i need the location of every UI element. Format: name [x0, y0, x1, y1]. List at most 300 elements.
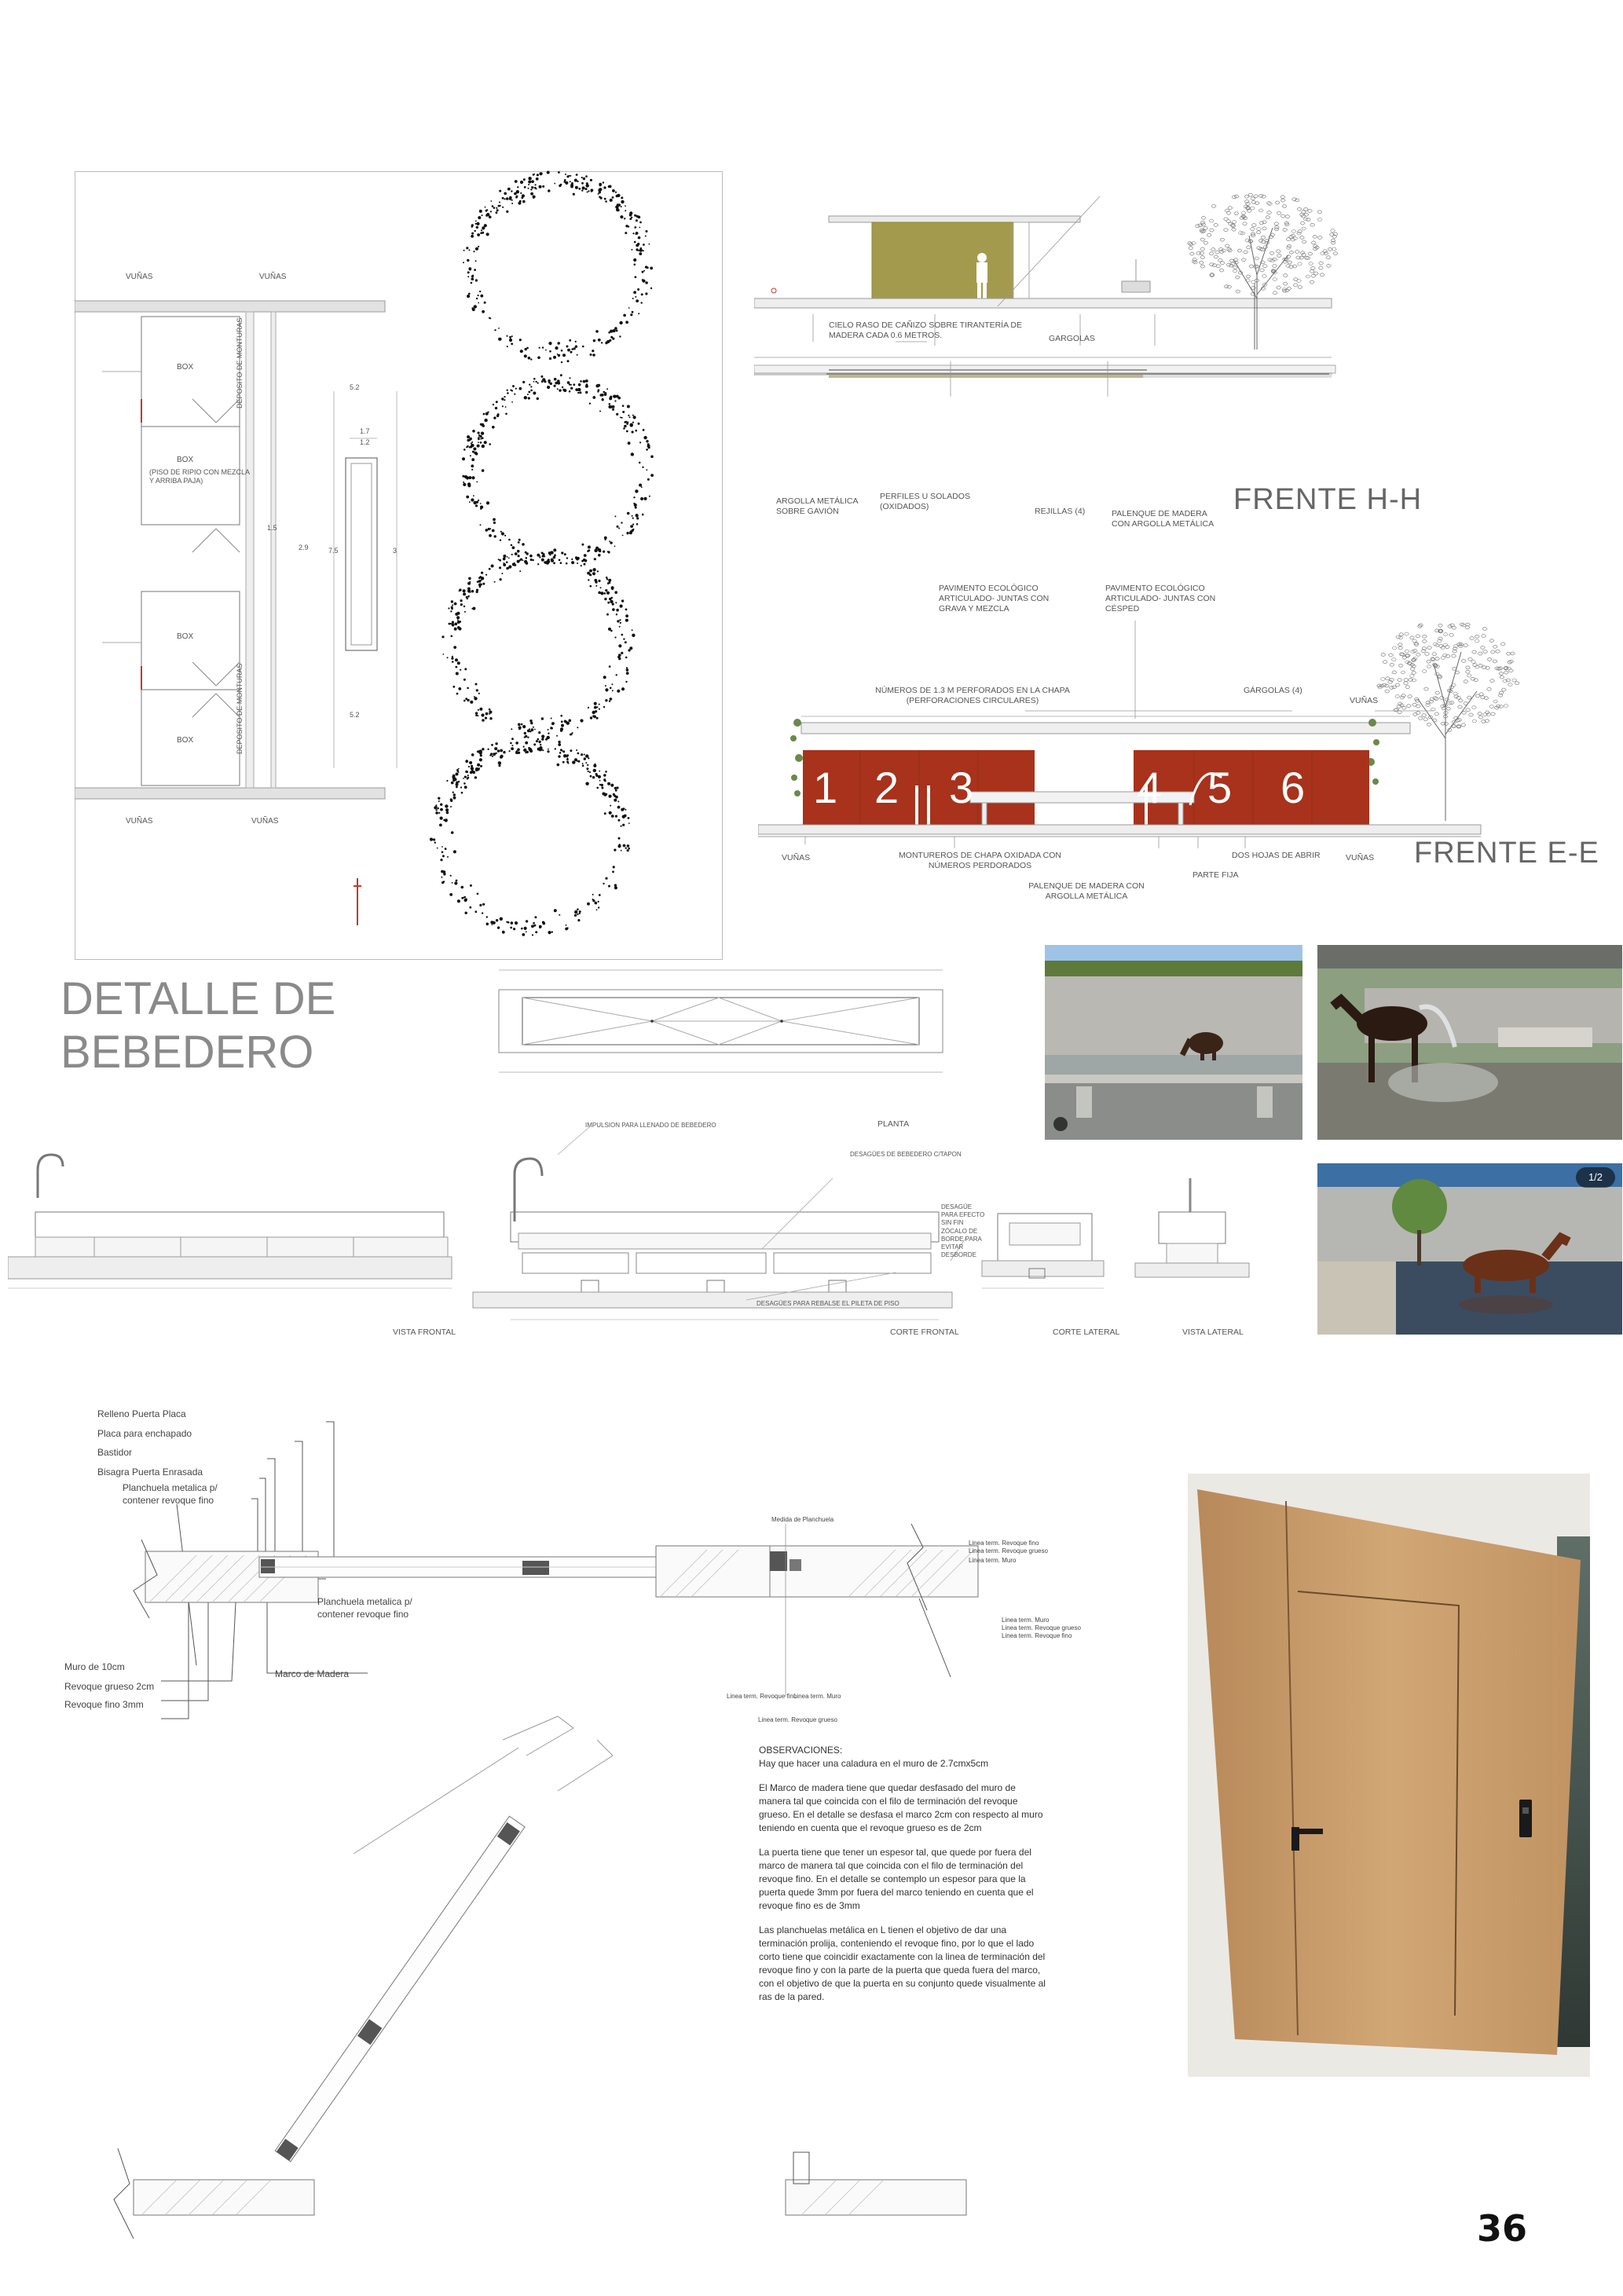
canopy-dot — [547, 386, 550, 389]
leaf-mark — [1293, 278, 1298, 281]
canopy-dot — [522, 381, 525, 383]
canopy-dot — [609, 701, 610, 702]
canopy-dot — [605, 200, 607, 203]
canopy-dot — [468, 293, 471, 295]
leaf-mark — [1285, 215, 1290, 218]
leaf-mark — [1260, 269, 1265, 272]
canopy-dot — [635, 489, 638, 493]
hh-palenque-label: PALENQUE DE MADERA CON ARGOLLA METÁLICA — [1112, 509, 1215, 529]
leaf-mark — [1277, 211, 1281, 214]
canopy-dot — [597, 390, 599, 392]
canopy-dot — [496, 211, 498, 214]
canopy-dot — [582, 346, 584, 348]
leaf-mark — [1282, 205, 1287, 208]
canopy-dot — [633, 258, 636, 262]
photo-horse-shower-image — [1317, 945, 1622, 1140]
canopy-dot — [498, 338, 501, 341]
canopy-dot — [581, 565, 582, 566]
canopy-dot — [647, 266, 649, 269]
leaf-mark — [1262, 227, 1266, 230]
canopy-dot — [438, 800, 440, 802]
leaf-mark — [1246, 246, 1251, 249]
canopy-dot — [467, 276, 469, 277]
canopy-dot — [468, 577, 471, 580]
leaf-mark — [1427, 660, 1431, 663]
canopy-dot — [622, 535, 624, 536]
canopy-dot — [502, 197, 504, 200]
leaf-mark — [1283, 229, 1288, 232]
canopy-dot — [643, 429, 645, 431]
leaf-mark — [1280, 196, 1285, 199]
canopy-dot — [469, 501, 471, 503]
canopy-dot — [610, 805, 611, 807]
leaf-mark — [1195, 225, 1200, 228]
frente-hh-title: FRENTE H-H — [1233, 483, 1423, 516]
canopy-dot — [610, 199, 613, 202]
canopy-dot — [468, 249, 470, 251]
canopy-dot — [542, 346, 544, 348]
canopy-dot — [555, 748, 556, 749]
leaf-mark — [1326, 264, 1331, 267]
canopy-dot — [460, 603, 463, 606]
canopy-dot — [554, 909, 557, 912]
leaf-mark — [1412, 671, 1416, 674]
canopy-dot — [539, 347, 540, 349]
canopy-dot — [611, 586, 614, 589]
canopy-dot — [478, 438, 480, 441]
canopy-dot — [509, 197, 511, 200]
canopy-dot — [506, 335, 507, 337]
canopy-dot — [588, 190, 589, 192]
canopy-dot — [451, 799, 452, 800]
photo-horse-trough[interactable] — [1045, 945, 1302, 1140]
canopy-dot — [621, 687, 625, 690]
canopy-dot — [599, 894, 601, 896]
canopy-dot — [595, 547, 599, 550]
canopy-dot — [477, 893, 479, 895]
canopy-dot — [588, 549, 590, 551]
canopy-dot — [509, 336, 511, 339]
canopy-dot — [473, 251, 474, 252]
canopy-dot — [594, 558, 596, 560]
leaf-mark — [1258, 194, 1263, 197]
canopy-dot — [486, 916, 488, 917]
canopy-dot — [530, 192, 533, 196]
leaf-mark — [1319, 262, 1324, 265]
leaf-mark — [1249, 265, 1254, 268]
canopy-dot — [621, 522, 622, 523]
leaf-mark — [1384, 684, 1389, 687]
hh-cielo-raso-label: CIELO RASO DE CAÑIZO SOBRE TIRANTERÍA DE MADERA CADA 0.6 METROS. — [829, 320, 1023, 341]
canopy-dot — [579, 913, 581, 914]
canopy-dot — [511, 745, 513, 746]
leaf-mark — [1392, 646, 1397, 650]
leaf-mark — [1487, 657, 1492, 661]
leaf-mark — [1499, 672, 1504, 675]
canopy-dot — [524, 186, 526, 189]
canopy-dot — [487, 749, 489, 750]
canopy-dot — [585, 782, 588, 785]
leaf-mark — [1452, 654, 1456, 657]
canopy-dot — [463, 483, 466, 486]
box-number: 5 — [1207, 763, 1233, 812]
canopy-dot — [478, 500, 479, 501]
canopy-dot — [582, 765, 584, 767]
canopy-dot — [486, 923, 489, 926]
leaf-mark — [1385, 677, 1390, 680]
canopy-dot — [486, 213, 489, 216]
canopy-dot — [634, 226, 636, 229]
canopy-dot — [494, 747, 497, 750]
leaf-mark — [1489, 639, 1494, 643]
canopy-dot — [621, 196, 623, 199]
canopy-dot — [516, 196, 518, 198]
canopy-dot — [515, 180, 518, 183]
leaf-mark — [1500, 643, 1505, 646]
plan-box-label: BOX — [177, 363, 194, 372]
canopy-dot — [453, 793, 456, 796]
canopy-dot — [518, 555, 520, 557]
canopy-dot — [585, 762, 587, 764]
leaf-mark — [1392, 686, 1397, 689]
canopy-dot — [482, 748, 484, 750]
leaf-mark — [1209, 219, 1214, 222]
canopy-dot — [556, 735, 558, 737]
canopy-dot — [623, 844, 626, 848]
canopy-dot — [461, 897, 463, 899]
canopy-dot — [456, 773, 459, 776]
canopy-dot — [548, 189, 550, 192]
canopy-dot — [627, 405, 630, 408]
door-placa-label: Placa para enchapado — [97, 1428, 192, 1439]
canopy-dot — [577, 727, 578, 728]
canopy-dot — [643, 250, 644, 251]
leaf-mark — [1268, 203, 1273, 206]
leaf-mark — [1395, 683, 1400, 687]
canopy-dot — [478, 302, 479, 304]
canopy-dot — [540, 375, 543, 378]
ee-vunas-left-label: VUÑAS — [782, 853, 811, 862]
tree-foliage — [1187, 193, 1338, 295]
canopy-dot — [505, 406, 507, 408]
photo-horse-water[interactable] — [1317, 1163, 1622, 1335]
canopy-dot — [476, 689, 478, 691]
photo-wood-door[interactable] — [1188, 1474, 1590, 2077]
canopy-dot — [577, 753, 580, 755]
canopy-dot — [537, 563, 539, 565]
canopy-dot — [649, 244, 650, 245]
canopy-dot — [441, 851, 444, 854]
leaf-mark — [1467, 696, 1471, 699]
canopy-dot — [440, 804, 442, 806]
canopy-dot — [642, 280, 645, 283]
leaf-mark — [1391, 658, 1396, 661]
canopy-dot — [616, 208, 619, 211]
leaf-mark — [1223, 229, 1228, 232]
canopy-dot — [598, 580, 600, 582]
leaf-mark — [1273, 291, 1277, 295]
leaf-mark — [1398, 646, 1403, 650]
canopy-dot — [633, 291, 636, 294]
canopy-dot — [608, 185, 610, 188]
canopy-dot — [626, 430, 628, 433]
leaf-mark — [1209, 229, 1214, 232]
door-bastidor-label: Bastidor — [97, 1447, 133, 1458]
canopy-dot — [588, 579, 589, 580]
canopy-dot — [616, 395, 619, 398]
canopy-dot — [537, 357, 540, 360]
canopy-dot — [498, 764, 500, 767]
leaf-mark — [1400, 696, 1405, 699]
ee-dos-hojas-label: DOS HOJAS DE ABRIR — [1232, 851, 1321, 860]
canopy-dot — [558, 354, 560, 357]
canopy-dot — [587, 764, 588, 766]
canopy-dot — [603, 551, 605, 553]
canopy-dot — [469, 761, 472, 764]
canopy-dot — [452, 882, 453, 884]
canopy-dot — [541, 717, 544, 720]
canopy-dot — [551, 718, 552, 720]
door-linea-label: Linea term. Revoque grueso — [758, 1716, 837, 1723]
canopy-dot — [620, 605, 623, 608]
canopy-dot — [609, 540, 610, 542]
canopy-dot — [521, 196, 523, 199]
canopy-dot — [438, 797, 440, 800]
leaf-mark — [1406, 705, 1411, 708]
canopy-dot — [493, 404, 494, 405]
canopy-dot — [616, 786, 618, 789]
canopy-dot — [497, 926, 500, 928]
canopy-dot — [450, 875, 452, 877]
leaf-mark — [1434, 712, 1439, 716]
leaf-mark — [1261, 236, 1266, 239]
canopy-dot — [529, 720, 532, 722]
canopy-dot — [617, 690, 620, 693]
gallery-counter-badge[interactable]: 1/2 — [1576, 1167, 1615, 1188]
leaf-mark — [1446, 707, 1451, 710]
canopy-dot — [614, 636, 616, 638]
canopy-dot — [545, 350, 547, 351]
canopy-dot — [453, 850, 456, 853]
leaf-mark — [1310, 269, 1314, 273]
canopy-dot — [566, 925, 567, 926]
photo-horse-shower[interactable] — [1317, 945, 1622, 1140]
leaf-mark — [1235, 276, 1240, 279]
leaf-mark — [1405, 650, 1409, 653]
leaf-mark — [1211, 248, 1215, 251]
canopy-dot — [503, 555, 506, 558]
leaf-mark — [1313, 235, 1317, 238]
leaf-mark — [1487, 687, 1492, 690]
canopy-dot — [485, 712, 489, 716]
leaf-mark — [1381, 653, 1386, 656]
canopy-dot — [484, 302, 486, 304]
canopy-dot — [502, 405, 504, 407]
canopy-dot — [601, 784, 603, 786]
leaf-mark — [1234, 212, 1239, 215]
canopy-dot — [474, 305, 477, 308]
canopy-dot — [630, 313, 632, 316]
plan-deposito-label: DEPOSITO DE MONTURAS — [236, 317, 244, 408]
leaf-mark — [1266, 202, 1271, 205]
leaf-mark — [1246, 275, 1251, 278]
canopy-dot — [534, 925, 536, 926]
canopy-dot — [609, 665, 611, 668]
canopy-dot — [586, 383, 588, 386]
canopy-dot — [605, 688, 608, 691]
leaf-mark — [1461, 659, 1466, 662]
door-relleno-label: Relleno Puerta Placa — [97, 1408, 186, 1419]
canopy-dots — [430, 171, 654, 936]
door-linea-label: Linea term. Muro — [969, 1557, 1017, 1564]
canopy-dot — [615, 602, 617, 603]
canopy-dot — [606, 591, 610, 595]
canopy-dot — [469, 581, 471, 583]
canopy-dot — [635, 276, 637, 278]
canopy-dot — [435, 809, 437, 811]
canopy-dot — [625, 320, 628, 324]
observaciones-paragraph: El Marco de madera tiene que quedar desfasado del muro de manera tal que coincida con el filo de terminación del revoque grueso. En el detalle se desfasa el marco 2cm con respecto al muro teniendo en cuenta que el revoque grueso es de 2cm — [759, 1782, 1043, 1833]
canopy-dot — [452, 774, 456, 778]
canopy-dot — [504, 396, 505, 397]
door-planchuela1-b-label: contener revoque fino — [123, 1495, 214, 1506]
canopy-dot — [621, 808, 624, 811]
canopy-dot — [499, 202, 500, 203]
leaf-mark — [1225, 209, 1229, 212]
canopy-dot — [462, 457, 465, 460]
canopy-dot — [629, 416, 631, 418]
canopy-dot — [638, 313, 639, 314]
canopy-dot — [489, 717, 492, 720]
canopy-dot — [434, 806, 437, 809]
canopy-dot — [539, 556, 540, 558]
canopy-dot — [549, 350, 551, 353]
canopy-dot — [437, 807, 439, 810]
canopy-dot — [522, 200, 526, 203]
canopy-dot — [609, 811, 612, 815]
canopy-dot — [562, 750, 565, 753]
canopy-dot — [471, 765, 473, 767]
canopy-dot — [599, 550, 602, 553]
canopy-dot — [599, 188, 602, 191]
canopy-dot — [468, 766, 470, 767]
canopy-dot — [492, 529, 495, 533]
leaf-mark — [1313, 272, 1318, 275]
canopy-dot — [566, 557, 568, 558]
canopy-dot — [571, 348, 573, 350]
leaf-mark — [1425, 652, 1430, 655]
canopy-dot — [471, 608, 473, 610]
canopy-dot — [649, 496, 650, 497]
ee-montureros-label: MONTUREROS DE CHAPA OXIDADA CON NÚMEROS PERDORADOS — [899, 851, 1061, 871]
plan-dim: 7.5 — [328, 547, 339, 555]
leaf-mark — [1266, 216, 1270, 219]
canopy-dot — [465, 899, 467, 901]
canopy-dot — [486, 233, 489, 236]
canopy-dot — [617, 620, 619, 622]
canopy-dot — [478, 441, 479, 443]
canopy-dot — [471, 770, 474, 772]
canopy-dot — [476, 482, 478, 483]
canopy-dot — [497, 413, 500, 416]
leaf-mark — [1453, 692, 1458, 695]
canopy-dot — [454, 881, 457, 884]
canopy-dot — [461, 792, 463, 794]
canopy-dot — [627, 849, 629, 851]
canopy-dot — [599, 196, 601, 198]
canopy-dot — [583, 178, 585, 180]
canopy-dot — [554, 385, 556, 387]
plan-dim: 1.2 — [360, 438, 370, 446]
ee-parte-fija-label: PARTE FIJA — [1193, 870, 1239, 880]
canopy-dot — [595, 774, 598, 777]
canopy-dot — [619, 619, 621, 621]
canopy-dot — [626, 667, 628, 668]
canopy-dot — [471, 235, 474, 238]
canopy-dot — [464, 475, 467, 478]
canopy-dot — [561, 724, 564, 727]
canopy-dot — [548, 729, 549, 731]
canopy-dot — [588, 707, 589, 709]
leaf-mark — [1490, 650, 1495, 654]
canopy-dot — [636, 248, 638, 251]
canopy-dot — [467, 484, 471, 487]
canopy-dot — [493, 753, 496, 756]
leaf-mark — [1298, 230, 1302, 233]
canopy-dot — [479, 210, 482, 213]
leaf-mark — [1465, 666, 1470, 669]
leaf-mark — [1255, 257, 1259, 260]
canopy-dot — [489, 568, 491, 570]
plan-box-note: (PISO DE RIPIO CON MEZCLA Y ARRIBA PAJA) — [149, 468, 250, 485]
canopy-dot — [471, 590, 474, 592]
leaf-mark — [1251, 224, 1256, 227]
canopy-dot — [576, 174, 578, 176]
leaf-mark — [1233, 265, 1237, 269]
canopy-dot — [586, 182, 588, 185]
canopy-dot — [636, 523, 639, 525]
canopy-dot — [514, 394, 515, 395]
leaf-mark — [1216, 265, 1221, 268]
leaf-mark — [1422, 714, 1427, 717]
canopy-dot — [539, 172, 542, 175]
leaf-mark — [1405, 686, 1410, 689]
canopy-dot — [569, 720, 572, 723]
canopy-dot — [507, 392, 509, 394]
leaf-mark — [1209, 252, 1214, 255]
leaf-mark — [1459, 643, 1464, 646]
canopy-dot — [565, 928, 568, 931]
canopy-dot — [480, 295, 483, 298]
canopy-dot — [518, 539, 521, 541]
canopy-dot — [617, 800, 619, 802]
canopy-dot — [524, 354, 527, 357]
canopy-dot — [520, 192, 522, 194]
canopy-dot — [650, 456, 654, 459]
canopy-dot — [511, 190, 512, 192]
canopy-dot — [559, 914, 560, 916]
canopy-dot — [569, 339, 571, 342]
canopy-dot — [625, 232, 627, 234]
canopy-dot — [593, 339, 595, 342]
leaf-mark — [1256, 228, 1261, 231]
tree-canopies — [408, 165, 668, 950]
canopy-dot — [474, 269, 476, 271]
canopy-dot — [506, 197, 509, 200]
leaf-mark — [1422, 635, 1427, 638]
canopy-dot — [610, 687, 612, 690]
canopy-dot — [450, 610, 452, 612]
